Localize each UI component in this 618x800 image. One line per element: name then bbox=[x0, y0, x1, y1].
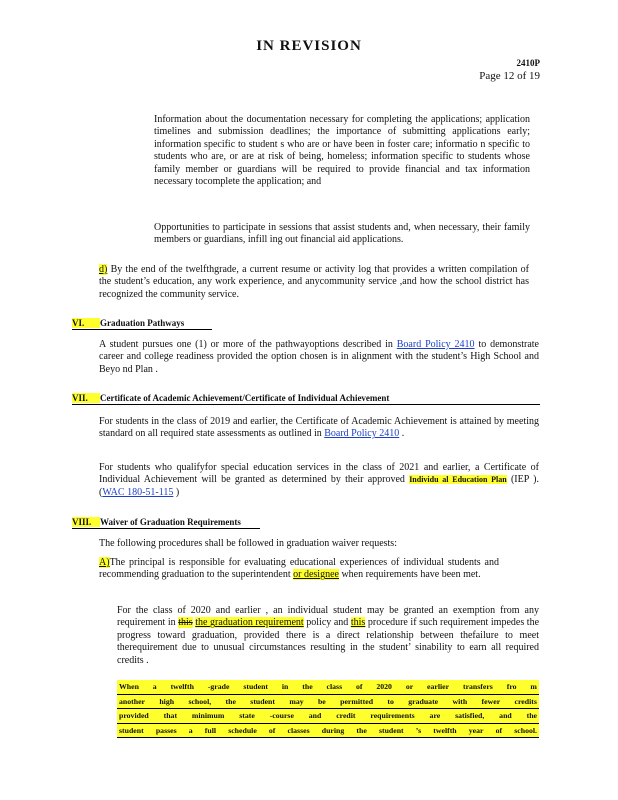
highlight-word: requirements bbox=[370, 711, 415, 721]
highlight-word: student bbox=[250, 696, 275, 706]
highlight-word: to bbox=[387, 696, 394, 706]
highlight-word: passes bbox=[155, 725, 177, 735]
highlight-word: high bbox=[159, 696, 175, 706]
highlight-word: be bbox=[317, 696, 326, 706]
item-d-text: By the end of the twelfthgrade, a current resume or activity log that provides a written compilation of the student’s education, any work experience, and anycommunity service ,and how the school district has recognized the community service. bbox=[99, 264, 529, 300]
highlight-word: of bbox=[495, 725, 503, 735]
policy-code: 2410P bbox=[516, 58, 540, 68]
highlight-word: schedule bbox=[228, 725, 257, 735]
highlight-line bbox=[117, 709, 539, 724]
section-vii-p2-mid: (IEP ). ( bbox=[99, 474, 539, 498]
designee-highlight: or designee bbox=[293, 569, 339, 581]
highlight-word: year bbox=[468, 725, 484, 735]
highlight-word: minimum bbox=[191, 711, 225, 721]
highlight-word: twelfth bbox=[433, 725, 457, 735]
section-viii-p2 bbox=[117, 605, 539, 667]
section-viii-title: Waiver of Graduation Requirements bbox=[100, 517, 241, 527]
highlight-word: that bbox=[163, 711, 178, 721]
highlight-line bbox=[117, 680, 539, 695]
highlight-word: a bbox=[188, 725, 193, 735]
section-viii-heading bbox=[72, 517, 260, 529]
highlight-word: student bbox=[378, 725, 404, 735]
section-vii-p1 bbox=[99, 416, 539, 441]
section-vii-heading bbox=[72, 393, 540, 405]
bullet-1-text: Information about the documentation necessary for completing the applications; application timelines and submission deadlines; the importance of submitting applications early; information specific to student s who are or have been in foster care; informatio n specific to students who are, or are at risk of being, homeless; information specific to students whose family member or guardians will be required to provide financial and tax information necessary tocomplete the application; and bbox=[154, 114, 530, 188]
highlight-line bbox=[117, 695, 539, 710]
highlight-word: and bbox=[308, 711, 322, 721]
strike-this: this bbox=[178, 617, 193, 629]
highlight-word: of bbox=[268, 725, 276, 735]
highlight-word: When bbox=[119, 682, 139, 692]
section-vii-number: VII. bbox=[72, 393, 100, 403]
section-vi-text-post: to demonstrate career and college readiness provided the option chosen is in alignment with the student’s High School and Beyo nd Plan . bbox=[99, 339, 539, 375]
section-vi-text-pre: A student pursues one (1) or more of the pathwayoptions described in bbox=[99, 339, 397, 350]
highlight-word: during bbox=[321, 725, 345, 735]
section-vii-p1-post: . bbox=[399, 428, 405, 440]
highlight-word: provided bbox=[119, 711, 149, 721]
highlight-word: fewer bbox=[481, 696, 501, 706]
page-number: Page 12 of 19 bbox=[479, 70, 540, 82]
section-vii-p2 bbox=[99, 462, 539, 499]
item-a-text-post: when requirements have been met. bbox=[338, 569, 481, 581]
highlight-word: the bbox=[356, 725, 367, 735]
highlight-word: and bbox=[499, 711, 512, 721]
highlight-word: student bbox=[243, 682, 269, 692]
viii-p2-post: procedure if such requirement impedes the progress toward graduation, provided there is a direct relationship between thefailure to meet therequirement due to unusual circumstances resulting in the student’ sinability to earn all required credits . bbox=[117, 617, 540, 666]
section-vi-number: VI. bbox=[72, 318, 100, 328]
highlight-word: credits bbox=[514, 696, 537, 706]
highlight-word: satisfied, bbox=[455, 711, 485, 721]
highlight-word: may bbox=[289, 696, 304, 706]
highlight-word: of bbox=[356, 682, 363, 692]
page-title: IN REVISION bbox=[256, 38, 362, 54]
bullet-2-text: Opportunities to participate in sessions that assist students and, when necessary, their family members or guardians, infill ing out financial aid applications. bbox=[154, 222, 530, 246]
board-policy-link-2[interactable]: Board Policy 2410 bbox=[324, 428, 400, 440]
highlight-word: twelfth bbox=[170, 682, 194, 692]
highlight-line bbox=[117, 724, 539, 739]
highlight-word: fro bbox=[506, 682, 517, 692]
highlight-word: permitted bbox=[340, 696, 374, 706]
section-viii-intro: The following procedures shall be followed in graduation waiver requests: bbox=[99, 538, 397, 549]
section-vi-text bbox=[99, 339, 539, 376]
highlight-word: earlier bbox=[427, 682, 450, 692]
highlight-word: school, bbox=[188, 696, 212, 706]
highlight-word: with bbox=[452, 696, 468, 706]
highlight-word: the bbox=[302, 682, 313, 692]
viii-p2-pre: For the class of 2020 and earlier , an individual student may be granted an exemption from any requirement in bbox=[117, 605, 539, 629]
highlight-word: classes bbox=[287, 725, 310, 735]
section-vii-p1-pre: For students in the class of 2019 and earlier, the Certificate of Academic Achievement is attained by meeting standard on all required state assessments as outlined in bbox=[99, 416, 539, 440]
this-highlight: this bbox=[350, 617, 366, 629]
highlight-word: graduate bbox=[408, 696, 439, 706]
section-viii-item-a bbox=[99, 557, 499, 582]
highlight-word: 2020 bbox=[376, 682, 392, 692]
highlight-word: m bbox=[530, 682, 537, 692]
item-d bbox=[99, 264, 529, 301]
iep-highlight: Individu al Education Plan bbox=[409, 475, 507, 485]
highlight-word: transfers bbox=[462, 682, 493, 692]
highlight-word: credit bbox=[336, 711, 356, 721]
item-a-text-pre: The principal is responsible for evaluating educational experiences of individual students and recommending graduation to the superintendent bbox=[99, 557, 499, 581]
highlight-word: -grade bbox=[207, 682, 230, 692]
graduation-requirement-highlight: the graduation requirement bbox=[195, 617, 304, 629]
highlight-word: school. bbox=[514, 725, 537, 735]
section-viii-number: VIII. bbox=[72, 517, 100, 527]
item-a-marker: A) bbox=[99, 557, 110, 568]
highlight-word: student bbox=[119, 725, 144, 735]
highlight-word: are bbox=[429, 711, 441, 721]
highlight-word: the bbox=[225, 696, 236, 706]
section-vi-title: Graduation Pathways bbox=[100, 318, 185, 328]
highlight-word: full bbox=[204, 725, 217, 735]
highlight-word: class bbox=[326, 682, 343, 692]
viii-p2-mid: policy and bbox=[303, 617, 351, 629]
highlight-word: the bbox=[526, 711, 537, 721]
section-vii-p2-post: ) bbox=[173, 486, 180, 498]
section-vii-p2-pre: For students who qualifyfor special education services in the class of 2021 and earlier, a Certificate of Individual Achievement will be granted as determined by their approved bbox=[99, 462, 539, 486]
highlight-word: -course bbox=[269, 711, 294, 721]
highlight-word: or bbox=[405, 682, 414, 692]
wac-link[interactable]: WAC 180-51-115 bbox=[102, 486, 174, 498]
board-policy-link[interactable]: Board Policy 2410 bbox=[396, 339, 475, 350]
highlight-word: a bbox=[152, 682, 157, 692]
highlighted-transfer-paragraph bbox=[117, 680, 539, 738]
section-vii-title: Certificate of Academic Achievement/Certificate of Individual Achievement bbox=[100, 393, 390, 403]
highlight-word: in bbox=[281, 682, 289, 692]
item-d-marker: d) bbox=[99, 264, 108, 275]
highlight-word: state bbox=[239, 711, 255, 721]
highlight-word: ’s bbox=[415, 725, 422, 735]
highlight-word: another bbox=[119, 696, 145, 706]
section-vi-heading bbox=[72, 318, 212, 330]
